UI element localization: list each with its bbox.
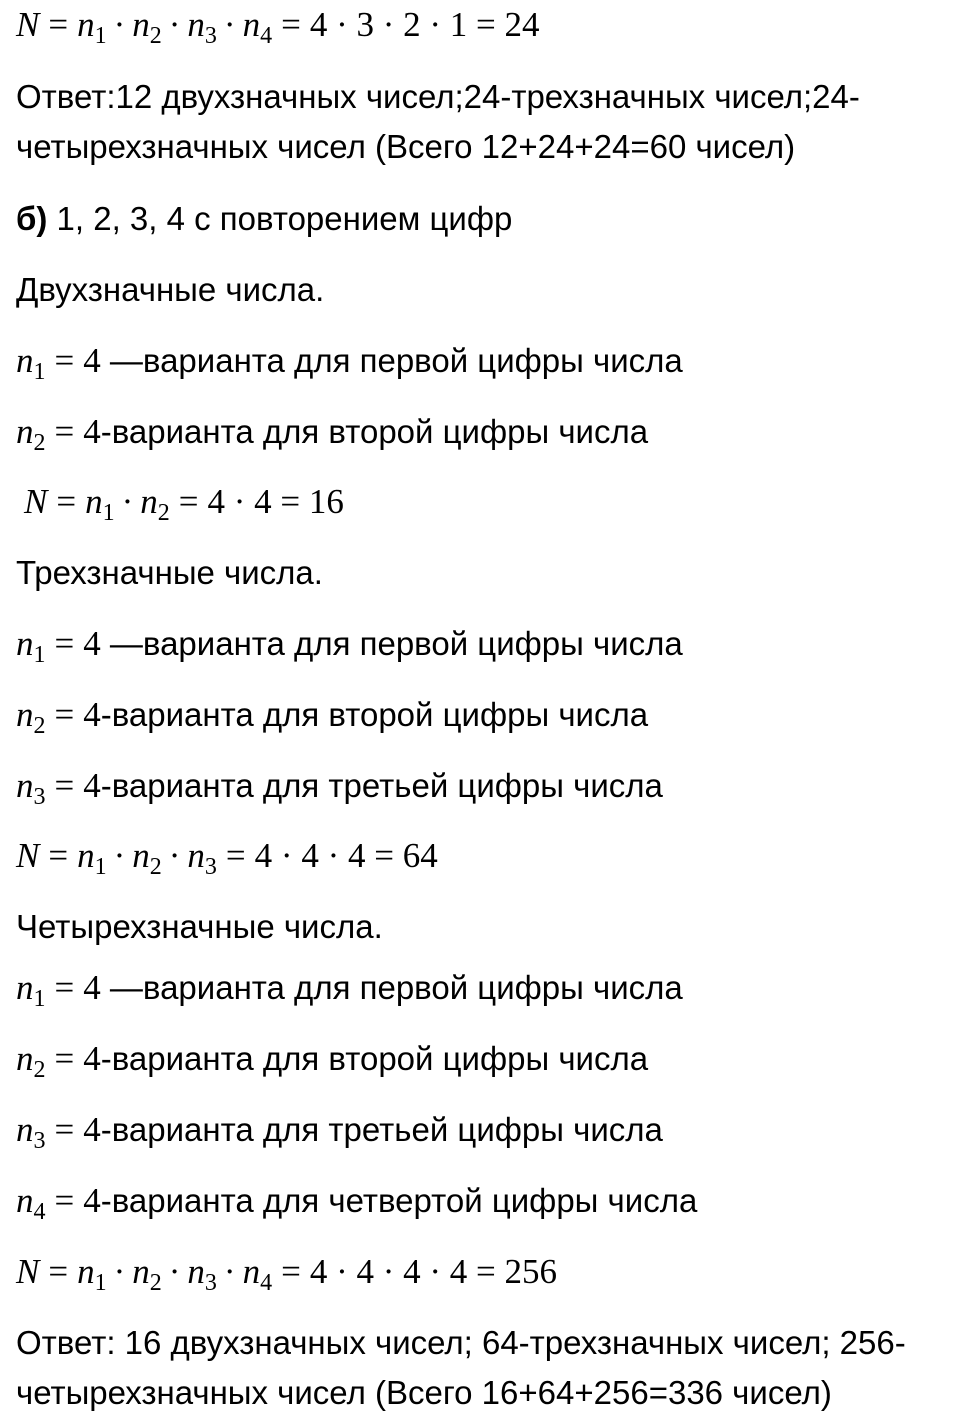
n3-description: -варианта для третьей цифры числа	[100, 767, 663, 804]
n1-description: —варианта для первой цифры числа	[100, 342, 683, 379]
n3-value: 4	[83, 766, 101, 805]
subsection-title-three-digit: Трехзначные числа.	[16, 554, 323, 591]
n3-definition: $n_3$ = 4-варианта для третьей цифры числа	[16, 766, 663, 810]
n2-value: 4	[83, 412, 101, 451]
answer-line-continued: четырехзначных чисел (Всего 16+64+256=336 чисел)	[16, 1374, 832, 1411]
formula-two-digit: $N = n_1 \cdot n_2 = 4 \cdot 4 = 16$	[24, 482, 344, 526]
n2-description: -варианта для второй цифры числа	[100, 696, 649, 733]
n1-definition: $n_1 = 4$ —варианта для первой цифры числа	[16, 968, 683, 1012]
n4-definition: $n_4$ = 4-варианта для четвертой цифры числа	[16, 1181, 698, 1225]
formula-result: 4 · 4 · 4 = 64	[254, 836, 438, 875]
n2-definition: $n_2$ = 4-варианта для второй цифры числа	[16, 1039, 649, 1083]
formula-three-digit: $N = n_1 \cdot n_2 \cdot n_3 = 4 \cdot 4 \cdot 4 = 64$	[16, 836, 438, 880]
answer-line: Ответ: 16 двухзначных чисел; 64-трехзначных чисел; 256-	[16, 1324, 906, 1361]
n4-value: 4	[83, 1181, 101, 1220]
n3-definition: $n_3$ = 4-варианта для третьей цифры числа	[16, 1110, 663, 1154]
n1-definition: $n_1 = 4$ —варианта для первой цифры числа	[16, 341, 683, 385]
n1-value: 4	[83, 968, 101, 1007]
formula-result: 4 · 4 = 16	[207, 482, 344, 521]
answer-line-continued: четырехзначных чисел (Всего 12+24+24=60 чисел)	[16, 128, 796, 165]
n2-value: 4	[83, 1039, 101, 1078]
subsection-title-two-digit: Двухзначные числа.	[16, 271, 325, 308]
n1-definition: $n_1 = 4$ —варианта для первой цифры числа	[16, 624, 683, 668]
formula-result: 4 · 3 · 2 · 1 = 24	[309, 5, 540, 44]
n1-value: 4	[83, 341, 101, 380]
n2-value: 4	[83, 695, 101, 734]
n1-description: —варианта для первой цифры числа	[100, 625, 683, 662]
section-heading	[16, 199, 512, 239]
subsection-title-four-digit: Четырехзначные числа.	[16, 908, 383, 945]
formula-result: 4 · 4 · 4 · 4 = 256	[309, 1252, 558, 1291]
n4-description: -варианта для четвертой цифры числа	[100, 1182, 698, 1219]
n3-description: -варианта для третьей цифры числа	[100, 1111, 663, 1148]
n3-value: 4	[83, 1110, 101, 1149]
n2-description: -варианта для второй цифры числа	[100, 1040, 649, 1077]
formula-permutations-four-digit: $N = n_1 \cdot n_2 \cdot n_3 \cdot n_4 = 4 \cdot 3 \cdot 2 \cdot 1 = 24$	[16, 5, 540, 49]
n2-definition: $n_2$ = 4-варианта для второй цифры числа	[16, 412, 649, 456]
formula-four-digit: $N = n_1 \cdot n_2 \cdot n_3 \cdot n_4 = 4 \cdot 4 \cdot 4 \cdot 4 = 256$	[16, 1252, 558, 1296]
answer-line: Ответ:12 двухзначных чисел;24-трехзначных чисел;24-	[16, 78, 860, 115]
n2-definition: $n_2$ = 4-варианта для второй цифры числа	[16, 695, 649, 739]
n1-description: —варианта для первой цифры числа	[100, 969, 683, 1006]
n2-description: -варианта для второй цифры числа	[100, 413, 649, 450]
section-label: б)	[16, 200, 48, 237]
section-title: 1, 2, 3, 4 с повторением цифр	[47, 200, 513, 237]
n1-value: 4	[83, 624, 101, 663]
